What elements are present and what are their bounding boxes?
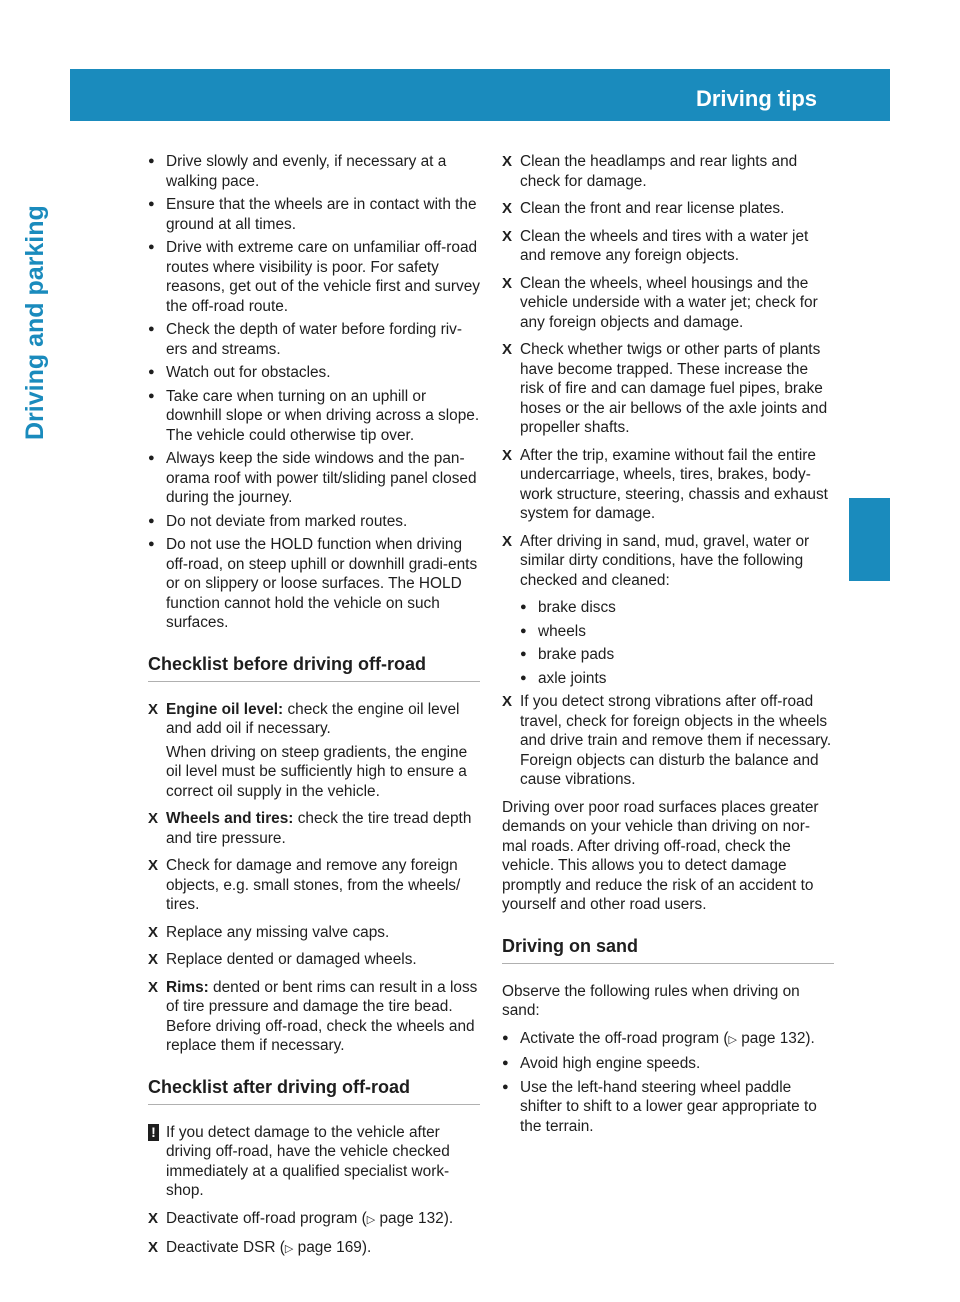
bullet-icon: ●: [502, 1031, 509, 1044]
section-heading-after: Checklist after driving off-road: [148, 1076, 480, 1105]
step-arrow-icon: X: [502, 274, 513, 292]
bullet-icon: ●: [148, 514, 155, 527]
bullet-icon: ●: [520, 648, 527, 660]
bullet-icon: ●: [148, 389, 155, 402]
step-item: X Rims: dented or bent rims can result in a loss of tire pressure and damage the tire bead. Before driving off-road, check the wheels and replace them if necessary.: [148, 978, 478, 1054]
page-header: [70, 69, 947, 121]
left-column: [148, 152, 480, 1268]
step-item: X Replace dented or damaged wheels.: [148, 951, 417, 968]
section-heading-sand: Driving on sand: [502, 935, 834, 964]
paragraph: Driving over poor road surfaces places greater demands on your vehicle than driving on nor-mal roads. After driving off-road, check the vehicle. This allows you to detect damage promptly and reduce the risk of an accident to yourself and other road users.: [502, 798, 819, 913]
bullet-icon: ●: [148, 198, 155, 210]
step-arrow-icon: X: [148, 978, 159, 996]
list-item: ● Watch out for obstacles.: [148, 364, 331, 381]
page-ref-icon: ▷: [728, 1033, 737, 1046]
step-item: X If you detect strong vibrations after off-road travel, check for foreign objects in the wheels and drive train and remove them if necessary. Foreign objects can disturb the balance and cause vibrations.: [502, 693, 832, 788]
list-item: ● Activate the off-road program (▷ page 132).: [502, 1029, 815, 1047]
right-column: [502, 152, 834, 1140]
list-item: ● brake discs: [520, 599, 616, 616]
step-arrow-icon: X: [148, 951, 159, 968]
bullet-icon: ●: [148, 366, 155, 378]
step-arrow-icon: X: [502, 341, 513, 358]
list-item: ● Take care when turning on an uphill or downhill slope or when driving across a slope. The vehicle could otherwise tip over.: [148, 387, 480, 444]
list-item: ● Use the left-hand steering wheel paddle shifter to shift to a lower gear appropriate to the terrain.: [502, 1078, 817, 1135]
step-item: X Clean the wheels, wheel housings and the vehicle underside with a water jet; check for any foreign objects and damage.: [502, 274, 818, 331]
step-arrow-icon: X: [148, 1239, 159, 1256]
step-item: X Engine oil level: check the engine oil level and add oil if necessary.: [148, 700, 460, 737]
step-item: X Replace any missing valve caps.: [148, 923, 390, 941]
step-arrow-icon: X: [502, 200, 513, 217]
list-item: ● Do not deviate from marked routes.: [148, 512, 408, 530]
step-arrow-icon: X: [502, 227, 513, 245]
step-arrow-icon: X: [148, 700, 159, 718]
section-heading-before: Checklist before driving off-road: [148, 653, 480, 682]
list-item: ● Drive slowly and evenly, if necessary at a walking pace.: [148, 153, 447, 190]
list-item: ● Do not use the HOLD function when driving off-road, on steep uphill or downhill gradi-ents or on slippery or loose surfaces. The HOLD function cannot hold the vehicle on such surfaces.: [148, 536, 478, 631]
bullet-icon: ●: [520, 601, 527, 613]
step-item: X Check for damage and remove any foreign objects, e.g. small stones, from the wheels/ tires.: [148, 857, 461, 913]
step-arrow-icon: X: [502, 446, 513, 464]
bullet-icon: ●: [148, 155, 155, 167]
step-item: X After the trip, examine without fail the entire undercarriage, wheels, tires, brakes, body-work structure, steering, chassis and exhaust system for damage.: [502, 446, 828, 522]
step-item: X After driving in sand, mud, gravel, water or similar dirty conditions, have the following checked and cleaned:: [502, 532, 810, 589]
bullet-icon: ●: [148, 538, 155, 550]
step-arrow-icon: X: [502, 693, 513, 710]
step-item: X Clean the headlamps and rear lights and check for damage.: [502, 153, 798, 190]
step-arrow-icon: X: [148, 1209, 159, 1227]
step-item: X Clean the wheels and tires with a water jet and remove any foreign objects.: [502, 227, 809, 264]
step-arrow-icon: X: [502, 532, 513, 550]
page-number: 155: [915, 88, 947, 109]
list-item: ● Avoid high engine speeds.: [502, 1055, 701, 1072]
bullet-icon: ●: [148, 323, 155, 335]
step-note: When driving on steep gradients, the engine oil level must be sufficiently high to ensure a correct oil supply in the vehicle.: [166, 743, 468, 800]
warning-icon: !: [148, 1124, 159, 1141]
step-item: X Deactivate off-road program (▷ page 132).: [148, 1209, 454, 1227]
list-item: ● Always keep the side windows and the pan-orama roof with power tilt/sliding panel closed during the journey.: [148, 450, 477, 506]
list-item: ● Drive with extreme care on unfamiliar off-road routes where visibility is poor. For safety reasons, get out of the vehicle first and survey the off-road route.: [148, 239, 480, 315]
bullet-icon: ●: [148, 452, 155, 464]
paragraph: Observe the following rules when driving on sand:: [502, 982, 800, 1019]
list-item: ● wheels: [520, 622, 586, 640]
bullet-icon: ●: [148, 241, 155, 253]
side-tab-marker: [849, 498, 890, 581]
bullet-icon: ●: [520, 624, 527, 637]
step-arrow-icon: X: [148, 923, 159, 941]
list-item: ● Ensure that the wheels are in contact with the ground at all times.: [148, 196, 477, 233]
bullet-icon: ●: [502, 1057, 509, 1069]
warning-note: ! If you detect damage to the vehicle after driving off-road, have the vehicle checked immediately at a qualified specialist work-shop.: [148, 1123, 480, 1201]
bullet-icon: ●: [502, 1080, 509, 1093]
header-title: Driving tips: [695, 86, 817, 111]
step-item: X Deactivate DSR (▷ page 169).: [148, 1239, 372, 1256]
step-item: X Clean the front and rear license plates.: [502, 200, 785, 217]
step-item: X Wheels and tires: check the tire tread depth and tire pressure.: [148, 810, 472, 847]
list-item: ● Check the depth of water before fording riv-ers and streams.: [148, 321, 462, 358]
list-item: ● axle joints: [520, 669, 607, 687]
step-arrow-icon: X: [502, 153, 513, 170]
step-arrow-icon: X: [148, 810, 159, 827]
step-item: X Check whether twigs or other parts of plants have become trapped. These increase the risk of fire and can damage fuel pipes, brake hoses or the air bellows of the axle joints and propeller shafts.: [502, 341, 828, 436]
page-ref-icon: ▷: [284, 1243, 294, 1255]
list-item: ● brake pads: [520, 646, 615, 663]
step-arrow-icon: X: [148, 857, 159, 874]
page-ref-icon: ▷: [366, 1213, 376, 1226]
bullet-icon: ●: [520, 671, 527, 684]
side-tab-label: Driving and parking: [21, 205, 49, 440]
